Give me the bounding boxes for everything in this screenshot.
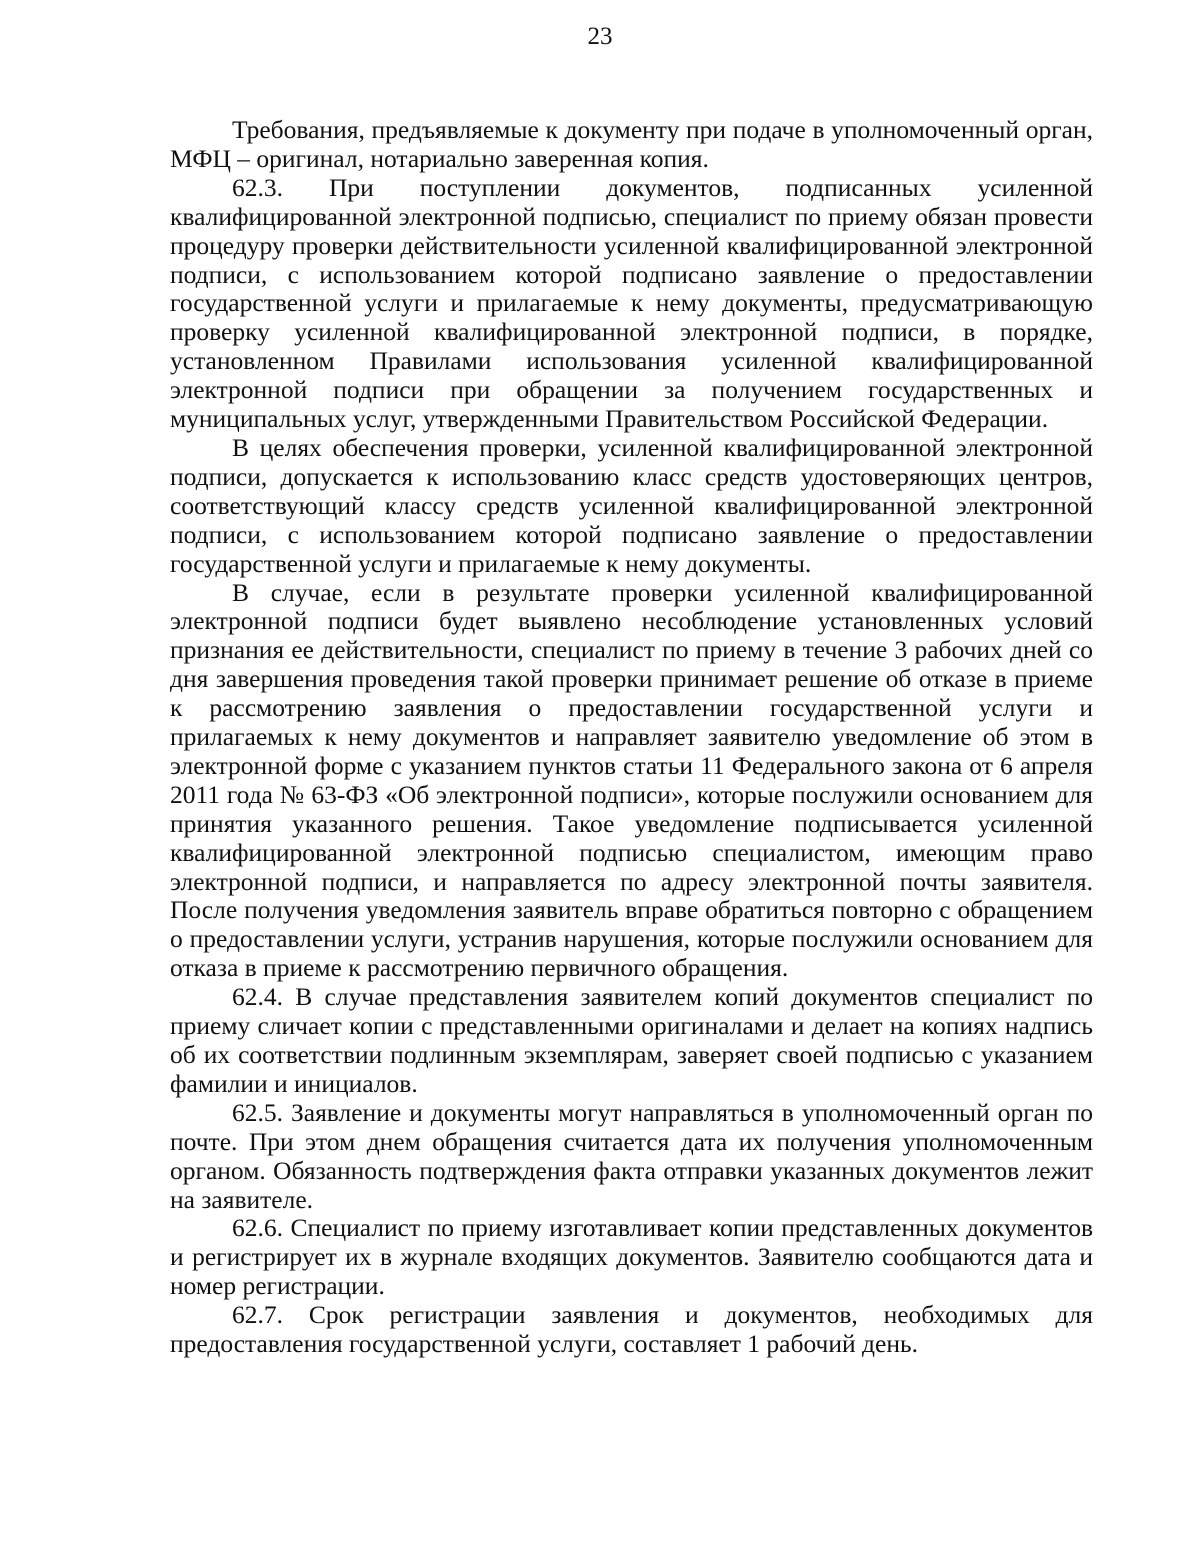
- paragraph-62-3: 62.3. При поступлении документов, подписанных усиленной квалифицированной электронной подписью, специалист по приему обязан провести процедуру проверки действительности усиленной квалифицированной электронной подписи, с использованием которой подписано заявление о предоставлении государственной услуги и прилагаемые к нему документы, предусматривающую проверку усиленной квалифицированной электронной подписи, в порядке, установленном Правилами использования усиленной квалифицированной электронной подписи при обращении за получением государственных и муниципальных услуг, утвержденными Правительством Российской Федерации.: [170, 172, 1093, 434]
- page-number: 23: [587, 23, 613, 50]
- paragraph-document-requirements: Требования, предъявляемые к документу при подаче в уполномоченный орган, МФЦ – оригинал, нотариально заверенная копия.: [170, 115, 1093, 173]
- paragraph-62-4: 62.4. В случае представления заявителем копий документов специалист по приему сличает копии с представленными оригиналами и делает на копиях надпись об их соответствии подлинным экземплярам, заверяет своей подписью с указанием фамилии и инициалов.: [170, 982, 1093, 1098]
- paragraph-signature-verification: В целях обеспечения проверки, усиленной квалифицированной электронной подписи, допускается к использованию класс средств удостоверяющих центров, соответствующий классу средств усиленной квалифицированной электронной подписи, с использованием которой подписано заявление о предоставлении государственной услуги и прилагаемые к нему документы.: [170, 432, 1093, 578]
- paragraph-62-7: 62.7. Срок регистрации заявления и документов, необходимых для предоставления государственной услуги, составляет 1 рабочий день.: [170, 1300, 1093, 1359]
- paragraph-62-5: 62.5. Заявление и документы могут направляться в уполномоченный орган по почте. При этом днем обращения считается дата их получения уполномоченным органом. Обязанность подтверждения факта отправки указанных документов лежит на заявителе.: [170, 1097, 1093, 1214]
- paragraph-62-6: 62.6. Специалист по приему изготавливает копии представленных документов и регистрирует их в журнале входящих документов. Заявителю сообщаются дата и номер регистрации.: [170, 1213, 1093, 1301]
- paragraph-refusal-notification: В случае, если в результате проверки усиленной квалифицированной электронной подписи будет выявлено несоблюдение установленных условий признания ее действительности, специалист по приему в течение 3 рабочих дней со дня завершения проведения такой проверки принимает решение об отказе в приеме к рассмотрению заявления о предоставлении государственной услуги и прилагаемых к нему документов и направляет заявителю уведомление об этом в электронной форме с указанием пунктов статьи 11 Федерального закона от 6 апреля 2011 года № 63-ФЗ «Об электронной подписи», которые послужили основанием для принятия указанного решения. Такое уведомление подписывается усиленной квалифицированной электронной подписью специалистом, имеющим право электронной подписи, и направляется по адресу электронной почты заявителя. После получения уведомления заявитель вправе обратиться повторно с обращением о предоставлении услуги, устранив нарушения, которые послужили основанием для отказа в приеме к рассмотрению первичного обращения.: [170, 577, 1093, 983]
- document-body: [170, 116, 1093, 1359]
